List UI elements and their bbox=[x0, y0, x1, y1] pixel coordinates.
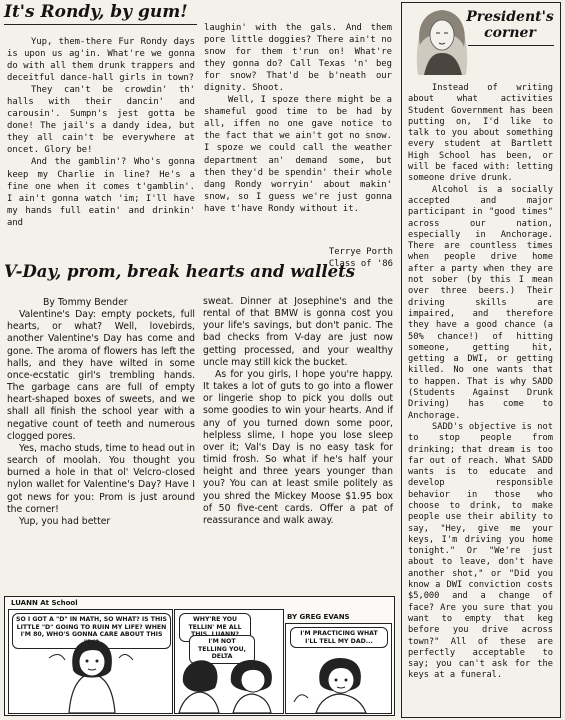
presidents-corner-header bbox=[464, 9, 556, 41]
comic-strip bbox=[4, 596, 395, 716]
rondy-paragraph: Yup, them-there Fur Rondy days is upon us ag'in. What're we gonna do with all them drunk trappers and deceitful dance-hall girls in town? bbox=[7, 37, 195, 84]
rondy-paragraph: They can't be crowdin' th' halls with their dancin' and carousin'. Sumpn's jest gotta be done! The jail's a dandy idea, but they all cain't be everywhere at oncet. Glory be! bbox=[7, 85, 195, 156]
presidents-corner-text bbox=[408, 83, 553, 682]
delta-and-luann-drawing bbox=[175, 610, 283, 713]
comic-title: LUANN At School bbox=[11, 599, 78, 607]
speech-bubble: I'M PRACTICING WHAT I'LL TELL MY DAD... bbox=[290, 627, 388, 648]
comic-panel-3 bbox=[285, 623, 392, 714]
president-paragraph: SADD's objective is not to stop people from drinking; that dream is too far out of reach. What SADD wants is to educate and develop responsible behavior in those who choose to drink, to make people use their ability to say, "Hey, give me your keys, I'm driving you home tonight." Or "We're just about to leave, don't have another shot," or "Did you know a DWI conviction costs $5,000 and a change of face? Are you sure that you want to empty that keg before you drive across town?" All of these are perfectly acceptable to say; you can't ask for the keys at a funeral. bbox=[408, 421, 553, 681]
vday-headline: V-Day, prom, break hearts and wallets bbox=[4, 262, 356, 281]
vday-column-2 bbox=[203, 296, 393, 527]
rondy-column-1 bbox=[7, 36, 195, 229]
president-paragraph: Alcohol is a socially accepted and major participant in "good times" across our nation, especially in Anchorage. There are countless times when people drive home after a party when they are not sober (by this I mean over three beers.) Their driving skills are impaired, and therefore they have a good chance (a 50% chance!) of hitting someone, getting hit, getting a DWI, or getting killed. No one wants that to happen. That is why SADD (Students Against Drunk Driving) has come to Anchorage. bbox=[408, 184, 553, 421]
comic-panel-1 bbox=[8, 609, 173, 714]
vday-column-1 bbox=[7, 297, 195, 528]
luann-drawing bbox=[9, 610, 172, 713]
rondy-paragraph: And the gamblin'? Who's gonna keep my Charlie in line? He's a fine one when it comes t'gamblin'. I ain't gonna watch 'im; I'll have my hands full eatin' and drinkin' and bbox=[7, 157, 195, 228]
rondy-paragraph: laughin' with the gals. And them pore little doggies? There ain't no snow for them t'run on! What're they gonna do? Call Texas 'n' beg for snow? That'd be b'neath our dignity. Shoot. bbox=[204, 23, 392, 94]
vday-paragraph: Yes, macho studs, time to head out in search of moolah. You thought you burned a hole in that ol' Velcro-closed nylon wallet for Valentine's Day? Have I got news for you: Prom is just around the corner! bbox=[7, 442, 195, 515]
luann-practicing-drawing bbox=[286, 624, 391, 713]
speech-bubble: SO I GOT A "D" IN MATH, SO WHAT? IS THIS LITTLE "D" GOING TO RUIN MY LIFE? WHEN I'M 80, WHO'S GONNA CARE ABOUT THIS bbox=[12, 613, 171, 649]
header-line-2: corner bbox=[484, 25, 536, 41]
president-portrait bbox=[412, 5, 470, 75]
comic-credit: BY GREG EVANS bbox=[287, 613, 350, 621]
vday-paragraph: sweat. Dinner at Josephine's and the rental of that BMW is gonna cost you your life's savings, but don't panic. The bad checks from V-day are just now getting processed, and your wealthy uncle may still kick the bucket. bbox=[203, 296, 393, 368]
signature-name: Terrye Porth bbox=[328, 247, 393, 257]
comic-panel-2 bbox=[174, 609, 284, 714]
rondy-column-2 bbox=[204, 22, 392, 215]
rondy-headline: It's Rondy, by gum! bbox=[4, 2, 188, 22]
vday-paragraph: Valentine's Day: empty pockets, full hearts, or what? Well, lovebirds, another Valentine's Day has come and gone. The aroma of flowers has left the halls, and they have wilted in some once-ecstatic girl's trembling hands. The garbage cans are full of empty heart-shaped boxes of sweets, and we shall all finish the school year with a negative count of teeth and numerous clogged pores. bbox=[7, 309, 195, 442]
vday-byline: By Tommy Bender bbox=[43, 297, 128, 308]
signature-class: Class of '86 bbox=[328, 259, 393, 269]
header-underline bbox=[468, 45, 554, 46]
speech-bubble: WHY'RE YOU TELLIN' ME ALL bbox=[179, 613, 251, 642]
presidents-corner-box bbox=[401, 2, 561, 718]
president-paragraph: Instead of writing about what activities Student Government has been putting on, I'd like to talk to you about something every student at Bartlett High School has been, or will be faced with: letting someone drive drunk. bbox=[408, 83, 553, 184]
headline-rule bbox=[4, 24, 197, 25]
rondy-paragraph: Well, I spoze there might be a shameful good time to be had by all, iffen no one gave notice to the fact that we ain't got no snow. I spoze we could call the weather department an' demand some, but then they'd be spendin' their whole dang Rondy worryin' about makin' snow, so I guess we're just gonna have t'have Rondy without it. bbox=[204, 95, 392, 214]
vday-paragraph: As for you girls, I hope you're happy. It takes a lot of guts to go into a flower or lingerie shop to pick you dolls out some goodies to win your hearts. And if any of you turned down some poor, helpless slime, I hope you lose sleep over it; Val's Day is no easy task for timid frosh. So what if he's half your height and three years younger than you? You can at least smile politely as you shred the Mickey Moose $1.95 box of 50 five-cent cards. Offer a pat of reassurance and walk away. bbox=[203, 368, 393, 526]
header-line-1: President's bbox=[466, 9, 554, 25]
speech-bubble: I'M NOT TELLING YOU, DELTA bbox=[189, 635, 255, 664]
vday-paragraph: Yup, you had better bbox=[19, 515, 111, 527]
